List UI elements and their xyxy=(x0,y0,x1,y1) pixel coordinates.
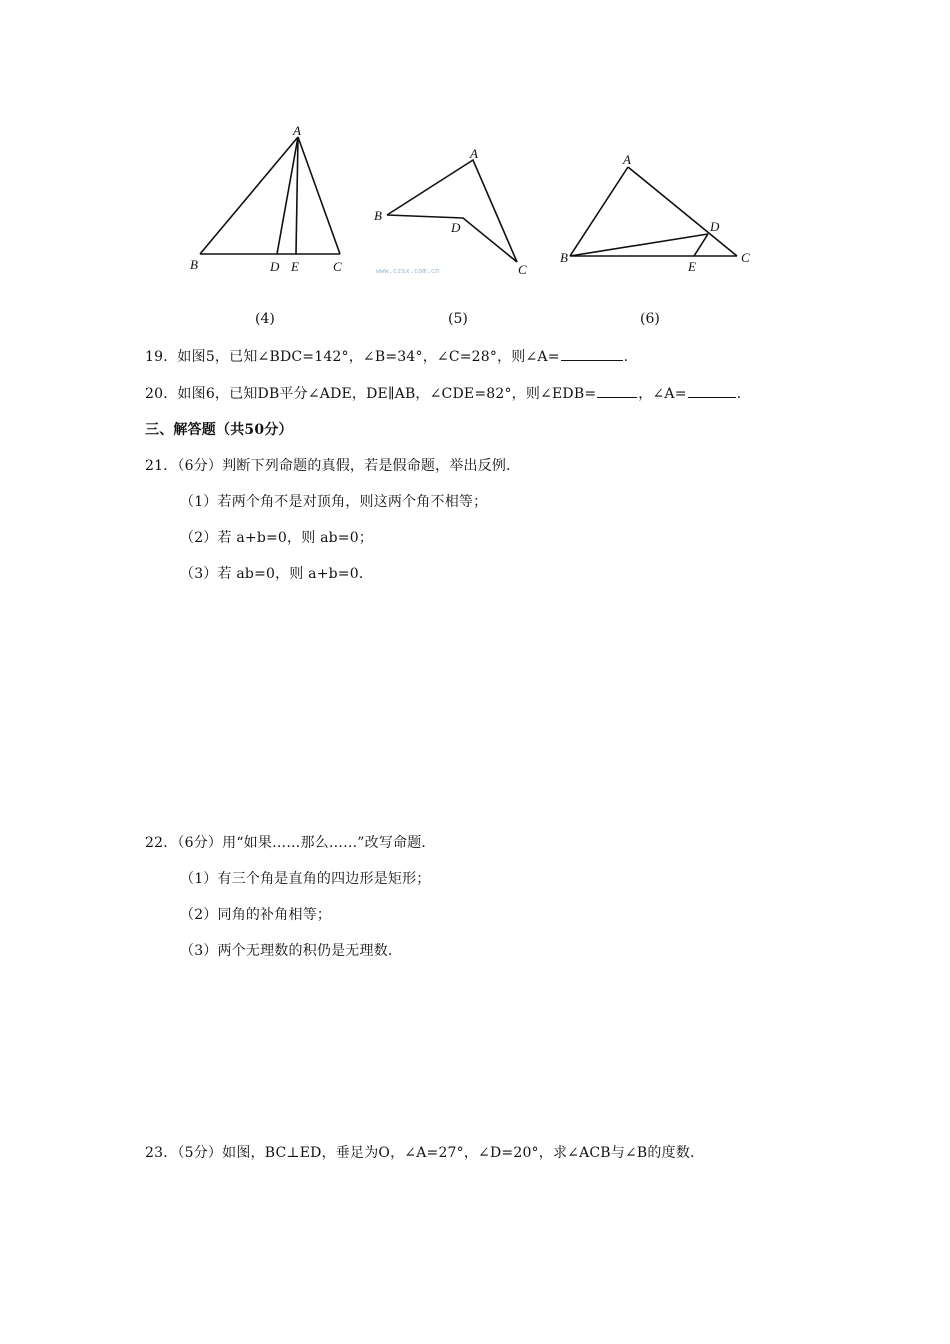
fig5-label-d: D xyxy=(451,220,461,235)
watermark: www.czsx.com.cn xyxy=(376,267,440,275)
figure-6-diagram xyxy=(555,150,765,280)
figure-4-caption: (4) xyxy=(255,311,275,327)
answer-blank-20-edb[interactable] xyxy=(597,385,637,398)
fig6-label-d: D xyxy=(710,219,720,234)
answer-blank-20-a[interactable] xyxy=(688,385,736,398)
answer-blank-19[interactable] xyxy=(561,348,623,361)
question-19-text: 19．如图5，已知∠BDC=142°，∠B=34°，∠C=28°，则∠A= xyxy=(145,349,560,365)
fig5-label-c: C xyxy=(518,262,527,277)
fig6-label-b: B xyxy=(560,250,568,265)
question-22-stem: 22．（6分）用“如果……那么……”改写命题． xyxy=(145,835,436,851)
question-20 xyxy=(145,383,741,403)
fig6-label-c: C xyxy=(741,250,750,265)
figure-5-diagram xyxy=(370,140,540,280)
question-20-text-1: 20．如图6，已知DB平分∠ADE，DE∥AB，∠CDE=82°，则∠EDB= xyxy=(145,386,597,402)
fig4-label-b: B xyxy=(190,257,198,272)
question-21-item-2: （2）若 a+b=0，则 ab=0； xyxy=(180,530,374,546)
question-22-item-3: （3）两个无理数的积仍是无理数． xyxy=(180,943,403,959)
figure-5 xyxy=(370,140,540,280)
question-19-end: . xyxy=(623,349,629,365)
question-21-item-3: （3）若 ab=0，则 a+b=0． xyxy=(180,566,374,582)
question-20-text-2: ，∠A= xyxy=(638,386,687,402)
figure-6 xyxy=(555,150,765,280)
figure-6-caption: (6) xyxy=(640,311,660,327)
fig5-label-b: B xyxy=(374,208,382,223)
question-21-stem: 21．（6分）判断下列命题的真假，若是假命题，举出反例． xyxy=(145,458,521,474)
fig4-label-a: A xyxy=(293,123,301,138)
question-19 xyxy=(145,346,628,366)
question-22-item-2: （2）同角的补角相等； xyxy=(180,907,332,923)
figure-4-diagram xyxy=(180,120,360,280)
fig4-label-c: C xyxy=(333,259,342,274)
fig6-label-e: E xyxy=(688,259,696,274)
question-20-end: . xyxy=(736,386,742,402)
figure-5-caption: (5) xyxy=(448,311,468,327)
figure-4 xyxy=(180,120,360,280)
question-23-stem: 23．（5分）如图，BC⊥ED，垂足为O，∠A=27°，∠D=20°，求∠ACB与∠B的度数． xyxy=(145,1145,705,1161)
question-22-item-1: （1）有三个角是直角的四边形是矩形； xyxy=(180,871,431,887)
section-3-title: 三、解答题（共50分） xyxy=(145,422,293,438)
fig4-label-e: E xyxy=(291,259,299,274)
fig5-label-a: A xyxy=(470,146,478,161)
fig4-label-d: D xyxy=(270,259,280,274)
fig6-label-a: A xyxy=(623,152,631,167)
question-21-item-1: （1）若两个角不是对顶角，则这两个角不相等； xyxy=(180,494,488,510)
